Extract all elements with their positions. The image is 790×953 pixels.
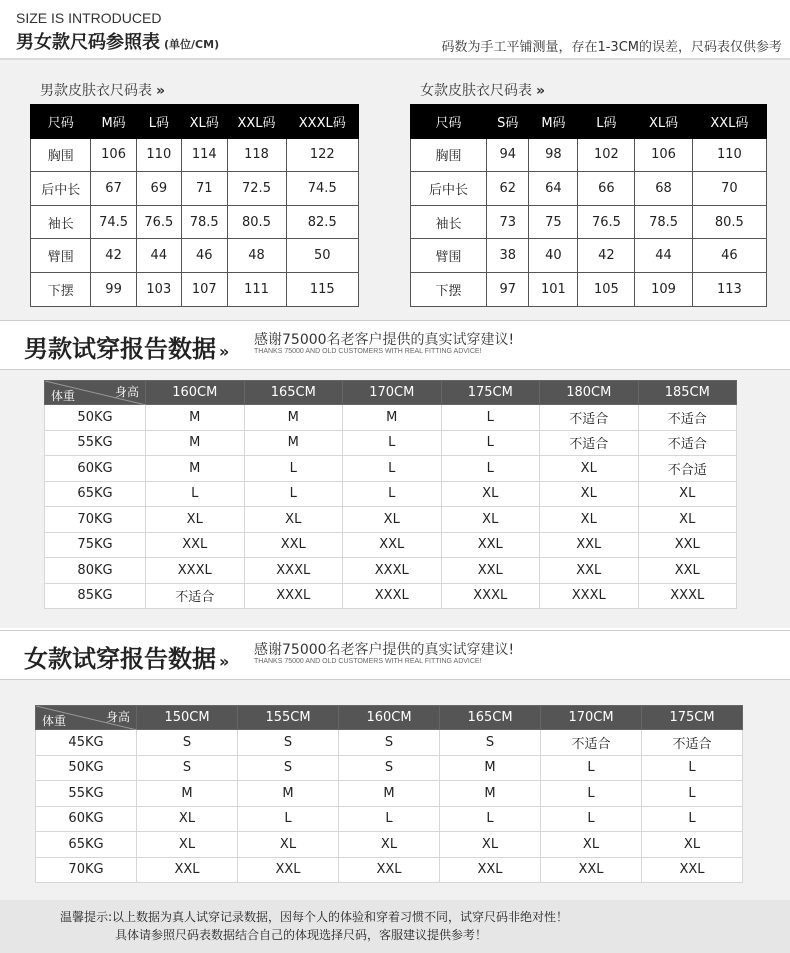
fit-size-cell: L xyxy=(541,781,642,807)
header-title-text: 男女款尺码参照表 xyxy=(16,32,160,53)
fit-height-header: 175CM xyxy=(642,706,743,730)
size-header-cell: XXXL码 xyxy=(286,105,359,139)
fit-size-cell: XL xyxy=(642,832,743,858)
fit-size-cell: M xyxy=(146,430,245,456)
fit-weight-label: 45KG xyxy=(36,730,137,756)
size-value-cell: 78.5 xyxy=(181,205,227,239)
fit-size-cell: L xyxy=(441,405,540,431)
fit-weight-label: 75KG xyxy=(45,532,146,558)
fit-size-cell: S xyxy=(440,730,541,756)
fit-size-cell: XXL xyxy=(638,532,737,558)
fit-size-cell: XXL xyxy=(541,857,642,883)
fit-size-cell: 不适合 xyxy=(146,583,245,609)
fit-size-cell: XL xyxy=(638,481,737,507)
size-measure-label: 后中长 xyxy=(411,172,487,206)
fit-size-cell: XXL xyxy=(638,558,737,584)
fit-height-header: 150CM xyxy=(137,706,238,730)
fit-size-cell: L xyxy=(343,456,442,482)
fit-corner-cell xyxy=(45,381,146,405)
fit-size-cell: L xyxy=(244,456,343,482)
size-header-row xyxy=(411,105,767,139)
footer-tip-line2: 具体请参照尺码表数据结合自己的体现选择尺码，客服建议提供参考！ xyxy=(115,928,488,942)
size-value-cell: 66 xyxy=(578,172,635,206)
fit-size-cell: 不适合 xyxy=(642,730,743,756)
size-header-cell: 尺码 xyxy=(411,105,487,139)
size-header-cell: XL码 xyxy=(181,105,227,139)
fit-header-row xyxy=(36,706,743,730)
fit-weight-label: 55KG xyxy=(36,781,137,807)
fit-size-cell: M xyxy=(244,430,343,456)
women-fit-table xyxy=(35,705,743,883)
size-value-cell: 76.5 xyxy=(136,205,181,239)
size-value-cell: 98 xyxy=(529,138,578,172)
fit-size-cell: XXXL xyxy=(146,558,245,584)
fit-row xyxy=(36,806,743,832)
women-fit-banner-thanks-en: THANKS 75000 AND OLD CUSTOMERS WITH REAL FITTING ADVICE! xyxy=(254,658,482,665)
size-row xyxy=(411,138,767,172)
fit-size-cell: L xyxy=(146,481,245,507)
fit-weight-label: 85KG xyxy=(45,583,146,609)
size-header-cell: XXL码 xyxy=(227,105,286,139)
size-value-cell: 69 xyxy=(136,172,181,206)
men-size-table xyxy=(30,104,359,307)
fit-size-cell: XXL xyxy=(440,857,541,883)
women-fit-section xyxy=(0,680,790,900)
size-value-cell: 64 xyxy=(529,172,578,206)
fit-size-cell: 不适合 xyxy=(638,405,737,431)
fit-weight-label: 70KG xyxy=(45,507,146,533)
fit-size-cell: XL xyxy=(540,507,639,533)
size-row xyxy=(411,239,767,273)
fit-size-cell: M xyxy=(440,781,541,807)
size-header-cell: XL码 xyxy=(635,105,692,139)
size-value-cell: 74.5 xyxy=(286,172,359,206)
fit-row xyxy=(45,507,737,533)
fit-size-cell: XXXL xyxy=(343,583,442,609)
fit-size-cell: XL xyxy=(238,832,339,858)
size-value-cell: 110 xyxy=(136,138,181,172)
fit-weight-label: 60KG xyxy=(45,456,146,482)
fit-header-row xyxy=(45,381,737,405)
fit-size-cell: 不适合 xyxy=(540,430,639,456)
footer-tip xyxy=(0,900,790,953)
fit-size-cell: XXL xyxy=(540,532,639,558)
page-header xyxy=(0,0,790,58)
fit-size-cell: XXL xyxy=(137,857,238,883)
size-value-cell: 44 xyxy=(136,239,181,273)
fit-size-cell: XL xyxy=(441,507,540,533)
size-value-cell: 111 xyxy=(227,272,286,306)
size-value-cell: 67 xyxy=(91,172,136,206)
fit-size-cell: XXL xyxy=(540,558,639,584)
size-header-row xyxy=(31,105,359,139)
fit-height-header: 170CM xyxy=(541,706,642,730)
size-value-cell: 102 xyxy=(578,138,635,172)
women-size-title-text: 女款皮肤衣尺码表 xyxy=(420,83,532,99)
fit-size-cell: XL xyxy=(244,507,343,533)
size-value-cell: 122 xyxy=(286,138,359,172)
fit-row xyxy=(45,583,737,609)
size-row xyxy=(411,272,767,306)
size-value-cell: 76.5 xyxy=(578,205,635,239)
fit-size-cell: XL xyxy=(343,507,442,533)
fit-size-cell: L xyxy=(339,806,440,832)
fit-weight-label: 55KG xyxy=(45,430,146,456)
size-value-cell: 72.5 xyxy=(227,172,286,206)
size-value-cell: 44 xyxy=(635,239,692,273)
men-fit-banner-title-text: 男款试穿报告数据 xyxy=(24,335,216,363)
fit-height-header: 165CM xyxy=(440,706,541,730)
size-value-cell: 118 xyxy=(227,138,286,172)
size-header-cell: 尺码 xyxy=(31,105,91,139)
size-header-cell: M码 xyxy=(529,105,578,139)
fit-size-cell: S xyxy=(137,730,238,756)
size-value-cell: 80.5 xyxy=(692,205,766,239)
size-value-cell: 115 xyxy=(286,272,359,306)
fit-size-cell: XXL xyxy=(441,532,540,558)
fit-size-cell: XXL xyxy=(244,532,343,558)
size-measure-label: 臂围 xyxy=(31,239,91,273)
fit-size-cell: XL xyxy=(137,806,238,832)
fit-size-cell: M xyxy=(146,456,245,482)
fit-size-cell: L xyxy=(441,430,540,456)
fit-size-cell: XXL xyxy=(441,558,540,584)
men-fit-table xyxy=(44,380,737,609)
size-measure-label: 臂围 xyxy=(411,239,487,273)
women-fit-banner-thanks: 感谢75000名老客户提供的真实试穿建议! xyxy=(254,642,515,658)
fit-size-cell: XXXL xyxy=(244,558,343,584)
fit-size-cell: XL xyxy=(441,481,540,507)
size-value-cell: 73 xyxy=(487,205,529,239)
fit-size-cell: XXXL xyxy=(441,583,540,609)
size-value-cell: 94 xyxy=(487,138,529,172)
size-value-cell: 38 xyxy=(487,239,529,273)
fit-size-cell: M xyxy=(339,781,440,807)
size-value-cell: 48 xyxy=(227,239,286,273)
fit-corner-cell xyxy=(36,706,137,730)
corner-height-label: 身高 xyxy=(105,710,130,724)
fit-size-cell: XXXL xyxy=(343,558,442,584)
header-title xyxy=(16,28,219,54)
size-value-cell: 105 xyxy=(578,272,635,306)
men-fit-section xyxy=(0,370,790,628)
header-unit: (单位/CM) xyxy=(164,38,220,51)
header-note: 码数为手工平铺测量，存在1-3CM的误差，尺码表仅供参考 xyxy=(441,40,782,55)
fit-size-cell: S xyxy=(238,755,339,781)
fit-size-cell: M xyxy=(137,781,238,807)
fit-height-header: 170CM xyxy=(343,381,442,405)
fit-row xyxy=(45,481,737,507)
fit-size-cell: 不适合 xyxy=(541,730,642,756)
size-value-cell: 80.5 xyxy=(227,205,286,239)
fit-size-cell: XL xyxy=(541,832,642,858)
fit-weight-label: 50KG xyxy=(45,405,146,431)
fit-size-cell: XL xyxy=(540,456,639,482)
fit-row xyxy=(36,730,743,756)
size-value-cell: 78.5 xyxy=(635,205,692,239)
fit-size-cell: L xyxy=(244,481,343,507)
fit-weight-label: 80KG xyxy=(45,558,146,584)
fit-size-cell: XXL xyxy=(238,857,339,883)
header-english-title: SIZE IS INTRODUCED xyxy=(16,10,162,26)
fit-height-header: 160CM xyxy=(339,706,440,730)
size-header-cell: M码 xyxy=(91,105,136,139)
footer-tip-line1: 温馨提示:以上数据为真人试穿记录数据，因每个人的体验和穿着习惯不同，试穿尺码非绝对性！ xyxy=(60,910,569,924)
fit-weight-label: 70KG xyxy=(36,857,137,883)
fit-weight-label: 50KG xyxy=(36,755,137,781)
size-value-cell: 46 xyxy=(692,239,766,273)
women-size-table xyxy=(410,104,767,307)
fit-size-cell: M xyxy=(343,405,442,431)
size-value-cell: 97 xyxy=(487,272,529,306)
fit-size-cell: L xyxy=(642,806,743,832)
fit-size-cell: L xyxy=(541,806,642,832)
size-value-cell: 68 xyxy=(635,172,692,206)
size-value-cell: 40 xyxy=(529,239,578,273)
size-row xyxy=(31,138,359,172)
fit-size-cell: M xyxy=(244,405,343,431)
women-size-title xyxy=(420,80,542,100)
fit-height-header: 185CM xyxy=(638,381,737,405)
size-measure-label: 胸围 xyxy=(31,138,91,172)
women-fit-banner-arrow: » xyxy=(219,652,227,671)
size-value-cell: 82.5 xyxy=(286,205,359,239)
size-header-cell: S码 xyxy=(487,105,529,139)
men-size-title-arrow: » xyxy=(156,83,163,99)
men-fit-banner-title xyxy=(24,329,226,364)
fit-height-header: 175CM xyxy=(441,381,540,405)
size-value-cell: 114 xyxy=(181,138,227,172)
size-header-cell: L码 xyxy=(578,105,635,139)
fit-size-cell: M xyxy=(440,755,541,781)
fit-size-cell: XL xyxy=(638,507,737,533)
fit-row xyxy=(36,857,743,883)
fit-size-cell: L xyxy=(440,806,541,832)
fit-row xyxy=(36,755,743,781)
fit-size-cell: XL xyxy=(339,832,440,858)
size-measure-label: 下摆 xyxy=(411,272,487,306)
size-value-cell: 106 xyxy=(635,138,692,172)
fit-weight-label: 65KG xyxy=(45,481,146,507)
size-header-cell: L码 xyxy=(136,105,181,139)
fit-weight-label: 60KG xyxy=(36,806,137,832)
fit-row xyxy=(36,781,743,807)
men-fit-banner-thanks: 感谢75000名老客户提供的真实试穿建议! xyxy=(254,332,515,348)
size-value-cell: 70 xyxy=(692,172,766,206)
size-value-cell: 50 xyxy=(286,239,359,273)
fit-size-cell: XXL xyxy=(339,857,440,883)
women-size-title-arrow: » xyxy=(536,83,543,99)
size-value-cell: 103 xyxy=(136,272,181,306)
size-measure-label: 后中长 xyxy=(31,172,91,206)
size-value-cell: 101 xyxy=(529,272,578,306)
fit-height-header: 165CM xyxy=(244,381,343,405)
men-fit-banner-thanks-en: THANKS 75000 AND OLD CUSTOMERS WITH REAL FITTING ADVICE! xyxy=(254,348,482,355)
fit-height-header: 180CM xyxy=(540,381,639,405)
fit-size-cell: XL xyxy=(440,832,541,858)
size-value-cell: 99 xyxy=(91,272,136,306)
fit-size-cell: XXL xyxy=(146,532,245,558)
size-row xyxy=(31,239,359,273)
women-fit-banner xyxy=(0,630,790,680)
fit-row xyxy=(45,558,737,584)
fit-size-cell: L xyxy=(238,806,339,832)
fit-height-header: 160CM xyxy=(146,381,245,405)
corner-height-label: 身高 xyxy=(114,385,139,399)
size-value-cell: 109 xyxy=(635,272,692,306)
size-value-cell: 110 xyxy=(692,138,766,172)
corner-weight-label: 体重 xyxy=(42,714,67,728)
size-value-cell: 106 xyxy=(91,138,136,172)
fit-row xyxy=(45,430,737,456)
size-value-cell: 107 xyxy=(181,272,227,306)
fit-size-cell: L xyxy=(343,430,442,456)
size-row xyxy=(411,172,767,206)
fit-row xyxy=(45,532,737,558)
fit-size-cell: XL xyxy=(137,832,238,858)
men-fit-banner xyxy=(0,320,790,370)
fit-size-cell: M xyxy=(146,405,245,431)
fit-size-cell: M xyxy=(238,781,339,807)
fit-row xyxy=(45,456,737,482)
fit-size-cell: XXXL xyxy=(638,583,737,609)
fit-row xyxy=(45,405,737,431)
fit-row xyxy=(36,832,743,858)
fit-size-cell: S xyxy=(238,730,339,756)
men-fit-banner-arrow: » xyxy=(219,342,227,361)
size-value-cell: 74.5 xyxy=(91,205,136,239)
fit-size-cell: L xyxy=(343,481,442,507)
fit-size-cell: XXL xyxy=(343,532,442,558)
men-size-title xyxy=(40,80,162,100)
fit-weight-label: 65KG xyxy=(36,832,137,858)
fit-height-header: 155CM xyxy=(238,706,339,730)
fit-size-cell: L xyxy=(642,755,743,781)
size-row xyxy=(31,272,359,306)
size-measure-label: 下摆 xyxy=(31,272,91,306)
size-chart-section xyxy=(0,58,790,320)
fit-size-cell: XL xyxy=(146,507,245,533)
size-value-cell: 113 xyxy=(692,272,766,306)
fit-size-cell: S xyxy=(339,730,440,756)
women-fit-banner-title-text: 女款试穿报告数据 xyxy=(24,645,216,673)
fit-size-cell: S xyxy=(137,755,238,781)
fit-size-cell: 不合适 xyxy=(638,456,737,482)
women-fit-banner-title xyxy=(24,639,226,674)
fit-size-cell: XL xyxy=(540,481,639,507)
size-row xyxy=(411,205,767,239)
corner-weight-label: 体重 xyxy=(51,389,76,403)
fit-size-cell: XXL xyxy=(642,857,743,883)
size-value-cell: 75 xyxy=(529,205,578,239)
size-header-cell: XXL码 xyxy=(692,105,766,139)
size-value-cell: 71 xyxy=(181,172,227,206)
fit-size-cell: L xyxy=(541,755,642,781)
men-size-title-text: 男款皮肤衣尺码表 xyxy=(40,83,152,99)
fit-size-cell: L xyxy=(441,456,540,482)
size-value-cell: 42 xyxy=(91,239,136,273)
size-row xyxy=(31,205,359,239)
fit-size-cell: 不适合 xyxy=(540,405,639,431)
size-value-cell: 46 xyxy=(181,239,227,273)
size-value-cell: 62 xyxy=(487,172,529,206)
size-measure-label: 袖长 xyxy=(411,205,487,239)
fit-size-cell: XXXL xyxy=(540,583,639,609)
fit-size-cell: 不适合 xyxy=(638,430,737,456)
fit-size-cell: XXXL xyxy=(244,583,343,609)
fit-size-cell: S xyxy=(339,755,440,781)
fit-size-cell: L xyxy=(642,781,743,807)
size-measure-label: 胸围 xyxy=(411,138,487,172)
size-row xyxy=(31,172,359,206)
size-measure-label: 袖长 xyxy=(31,205,91,239)
size-value-cell: 42 xyxy=(578,239,635,273)
